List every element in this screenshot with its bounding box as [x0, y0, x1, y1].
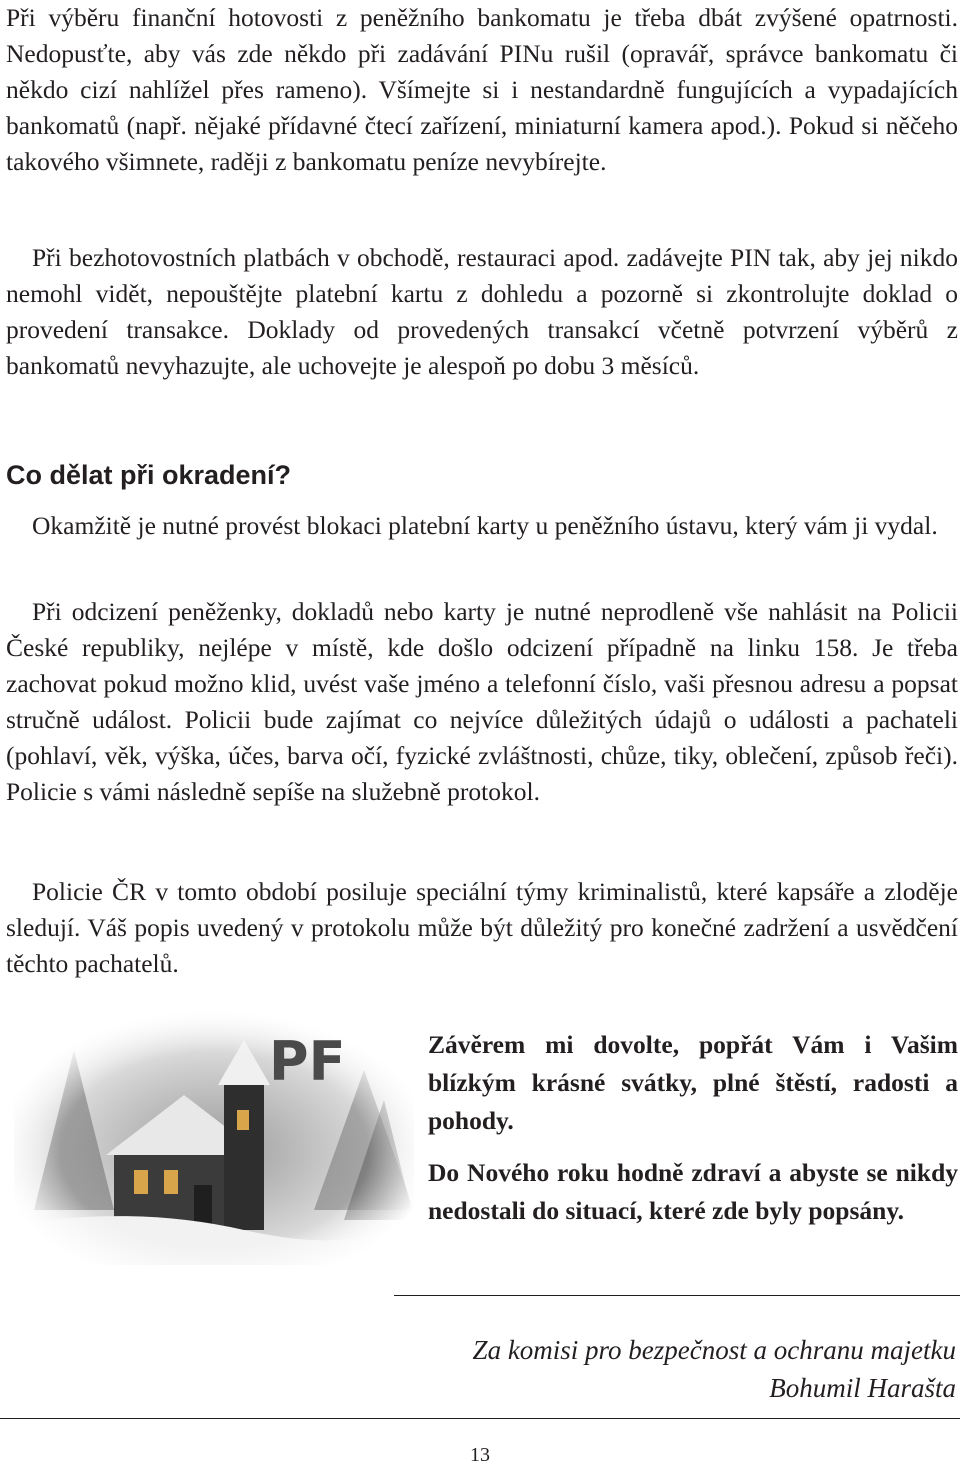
page-number: 13	[470, 1444, 490, 1466]
paragraph-cashless-payments: Při bezhotovostních platbách v obchodě, restauraci apod. zadávejte PIN tak, aby jej nikdo nemohl vidět, nepouštějte platební kartu z dohledu a pozorně si zkontrolujte doklad o provedení transakce. Doklady od provedených transakcí včetně potvrzení výběrů z bankomatů nevyhazujte, ale uchovejte je alespoň po dobu 3 měsíců.	[6, 243, 958, 380]
signature-divider-top	[394, 1295, 960, 1296]
paragraph-police-teams: Policie ČR v tomto období posiluje speciální týmy kriminalistů, které kapsáře a zloděje sledují. Váš popis uvedený v protokolu může být důležitý pro konečné zadržení a usvědčení těchto pachatelů.	[6, 877, 958, 978]
pf-logo-text: PF	[269, 1030, 346, 1093]
greeting-text: Závěrem mi dovolte, popřát Vám i Vašim blízkým krásné svátky, plné štěstí, radosti a pohody.	[428, 1030, 958, 1135]
footer-divider	[0, 1418, 960, 1419]
section-heading: Co dělat při okradení?	[6, 460, 292, 490]
paragraph-atm-caution: Při výběru finanční hotovosti z peněžního bankomatu je třeba dbát zvýšené opatrnosti. Nedopusťte, aby vás zde někdo při zadávání PINu rušil (opravář, správce bankomatu či někdo cizí nahlížel přes rameno). Všímejte si i nestandardně fungujících a vypadajících bankomatů (např. nějaké přídavné čtecí zařízení, miniaturní kamera apod.). Pokud si něčeho takového všimnete, raději z bankomatu peníze nevybírejte.	[6, 3, 958, 176]
paragraph-report-theft: Při odcizení peněženky, dokladů nebo karty je nutné neprodleně vše nahlásit na Policii České republiky, nejlépe v místě, kde došlo odcizení případně na linku 158. Je třeba zachovat pokud možno klid, uvést vaše jméno a telefonní číslo, vaši přesnou adresu a popsat stručně událost. Policii bude zajímat co nejvíce důležitých údajů o události a pachateli (pohlaví, věk, výška, účes, barva očí, fyzické zvláštnosti, chůze, tiky, oblečení, způsob řeči). Policie s vámi následně sepíše na služebně protokol.	[6, 597, 958, 806]
new-year-wish-text: Do Nového roku hodně zdraví a abyste se nikdy nedostali do situací, které zde byly popsány.	[428, 1158, 958, 1225]
signature-committee: Za komisi pro bezpečnost a ochranu majetku	[472, 1335, 956, 1365]
pf-winter-church-image	[14, 1010, 414, 1265]
paragraph-block-card: Okamžitě je nutné provést blokaci platební karty u peněžního ústavu, který vám ji vydal.	[32, 511, 938, 540]
signature-name: Bohumil Harašta	[769, 1373, 956, 1403]
